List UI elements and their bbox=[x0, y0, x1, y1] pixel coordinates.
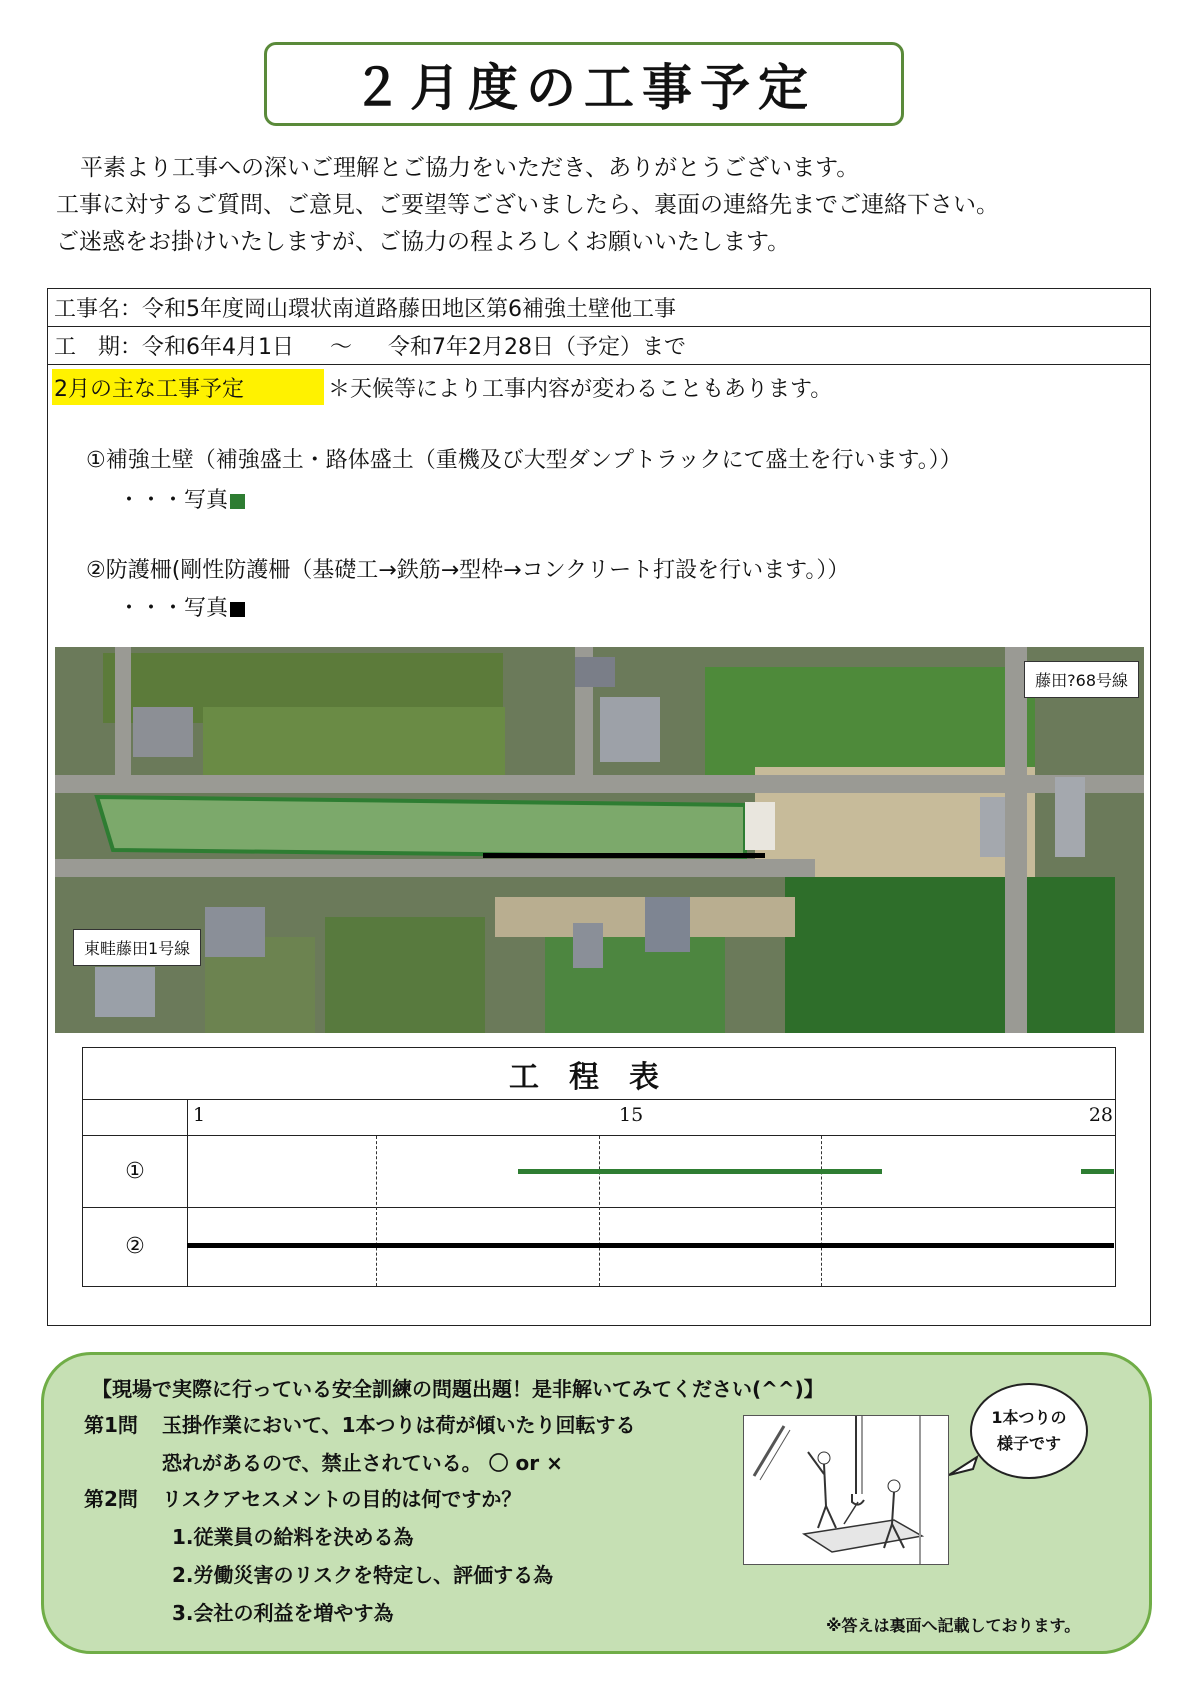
plan-item-2: ②防護柵(剛性防護柵（基礎工→鉄筋→型枠→コンクリート打設を行います。）） bbox=[86, 558, 850, 583]
lifting-illustration-image bbox=[744, 1416, 948, 1564]
schedule-bar-row1-seg2 bbox=[1081, 1169, 1114, 1174]
project-name: 工事名：令和5年度岡山環状南道路藤田地区第6補強土壁他工事 bbox=[48, 289, 1150, 327]
aerial-photo-image bbox=[55, 647, 1144, 1033]
title-box bbox=[264, 42, 904, 126]
day-15: 15 bbox=[619, 1104, 644, 1126]
photo-ref-text: ・・・写真 bbox=[118, 596, 229, 621]
page-title: ２月度の工事予定 bbox=[352, 59, 816, 117]
schedule-header-row bbox=[83, 1100, 1115, 1136]
q1-line1: 玉掛作業において、1本つりは荷が傾いたり回転する bbox=[162, 1413, 636, 1437]
bubble-line-1: 1本つりの bbox=[991, 1408, 1067, 1427]
row-label: ① bbox=[125, 1159, 145, 1184]
answer-note: ※答えは裏面へ記載しております。 bbox=[826, 1616, 1081, 1635]
q2-text: リスクアセスメントの目的は何ですか？ bbox=[162, 1487, 522, 1511]
label-column-divider bbox=[187, 1100, 188, 1286]
lifting-illustration bbox=[743, 1415, 949, 1565]
day-1: 1 bbox=[193, 1104, 206, 1126]
project-frame bbox=[47, 288, 1151, 1326]
schedule-table bbox=[82, 1047, 1116, 1287]
safety-quiz bbox=[41, 1352, 1152, 1654]
schedule-title: 工程表 bbox=[83, 1048, 1115, 1100]
schedule-bar-row2-seg1 bbox=[187, 1243, 1114, 1248]
q2-label: 第2問 bbox=[84, 1487, 138, 1511]
period-start: 工 期：令和6年4月1日 bbox=[54, 335, 294, 360]
speech-bubble bbox=[970, 1383, 1088, 1479]
black-square-icon bbox=[230, 602, 245, 617]
plan-item-1: ①補強土壁（補強盛土・路体盛土（重機及び大型ダンプトラックにて盛土を行います。）） bbox=[86, 448, 962, 473]
bubble-line-2: 様子です bbox=[996, 1434, 1061, 1453]
q1-line2: 恐れがあるので、禁止されている。 〇 or × bbox=[162, 1451, 563, 1475]
row-label: ② bbox=[125, 1234, 145, 1259]
plan-item-1-photo-ref bbox=[118, 483, 245, 514]
quiz-heading: 【現場で実際に行っている安全訓練の問題出題！是非解いてみてください(^^)】 bbox=[92, 1377, 824, 1401]
plan-heading: 2月の主な工事予定 bbox=[52, 369, 324, 405]
intro-text bbox=[56, 150, 999, 261]
q2-option-2: 2.労働災害のリスクを特定し、評価する為 bbox=[172, 1563, 554, 1587]
road-label-higashiaze: 東畦藤田1号線 bbox=[73, 929, 201, 966]
grid-dash-2 bbox=[599, 1136, 600, 1286]
plan-item-2-photo-ref bbox=[118, 591, 245, 622]
q1-label: 第1問 bbox=[84, 1413, 138, 1437]
plan-note: ＊天候等により工事内容が変わることもあります。 bbox=[328, 376, 833, 402]
bubble-tail-icon bbox=[949, 1453, 979, 1483]
intro-line-3: ご迷惑をお掛けいたしますが、ご協力の程よろしくお願いいたします。 bbox=[56, 229, 791, 255]
photo-ref-text: ・・・写真 bbox=[118, 488, 229, 513]
schedule-bar-row1-seg1 bbox=[518, 1169, 882, 1174]
green-square-icon bbox=[230, 494, 245, 509]
grid-dash-3 bbox=[821, 1136, 822, 1286]
aerial-photo bbox=[55, 647, 1144, 1033]
intro-line-2: 工事に対するご質問、ご意見、ご要望等ございましたら、裏面の連絡先までご連絡下さい。 bbox=[56, 192, 999, 218]
period-end: 令和7年2月28日（予定）まで bbox=[388, 335, 687, 360]
project-period bbox=[48, 327, 1150, 365]
q2-option-3: 3.会社の利益を増やす為 bbox=[172, 1601, 394, 1625]
intro-line-1: 平素より工事への深いご理解とご協力をいただき、ありがとうございます。 bbox=[80, 155, 860, 181]
q2-option-1: 1.従業員の給料を決める為 bbox=[172, 1525, 414, 1549]
day-28: 28 bbox=[1088, 1104, 1113, 1126]
grid-dash-1 bbox=[376, 1136, 377, 1286]
period-tilde: ～ bbox=[330, 335, 353, 360]
road-label-fujita: 藤田?68号線 bbox=[1024, 661, 1139, 698]
